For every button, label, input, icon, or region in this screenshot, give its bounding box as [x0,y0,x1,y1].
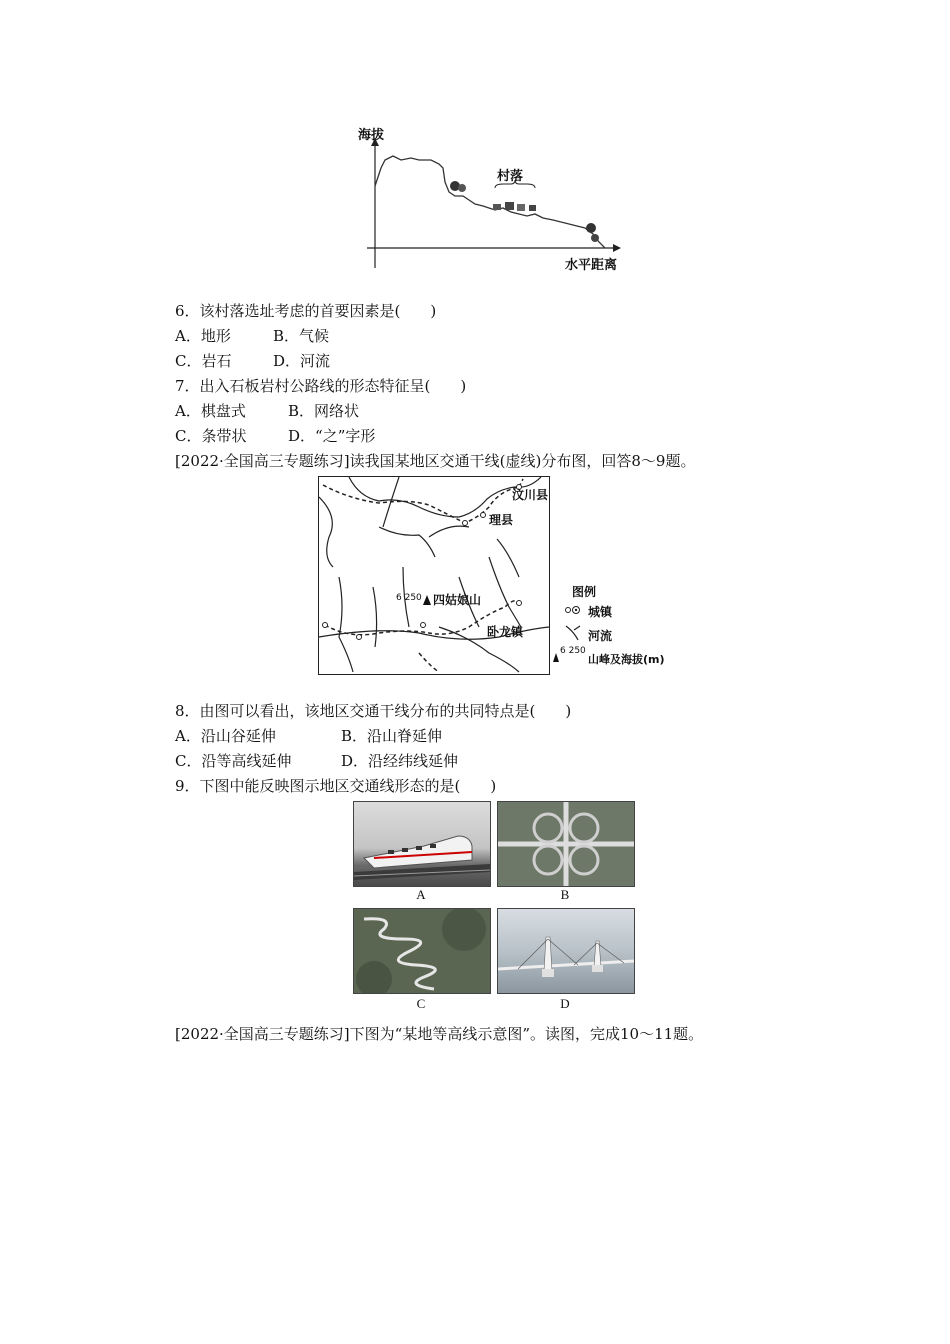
transport-map [318,476,550,675]
option-b[interactable]: B．网络状 [288,402,360,420]
option-d[interactable]: D．沿经纬线延伸 [341,752,459,770]
question-6-options-row1 [175,326,329,346]
peak-value: 6 250 [396,593,422,603]
question-7-options-row1 [175,401,359,421]
intro-10-11: [2022·全国高三专题练习]下图为“某地等高线示意图”。读图，完成10～11题。 [175,1025,704,1043]
town-label-wolong: 卧龙镇 [487,625,524,639]
map-svg [319,477,549,674]
photo-c-zigzag-road[interactable] [353,908,491,994]
option-a[interactable]: A．棋盘式 [175,402,246,420]
bridge-image [498,909,634,993]
question-8-options-row1 [175,726,442,746]
peak-icon [423,595,431,605]
question-8-options-row2 [175,751,458,771]
town-label-wenchuan: 汶川县 [512,488,549,502]
legend-river: 河流 [588,629,613,643]
photo-a-train[interactable] [353,801,491,887]
tree-icon [586,223,599,242]
option-c[interactable]: C．岩石 [175,352,232,370]
option-d[interactable]: D．“之”字形 [288,427,376,445]
river-lines [319,477,549,672]
legend-town: 城镇 [588,605,613,619]
option-b[interactable]: B．气候 [273,327,330,345]
house-icon [493,202,536,211]
option-b[interactable]: B．沿山脊延伸 [341,727,443,745]
train-image [354,802,490,886]
photo-d-bridge[interactable] [497,908,635,994]
zigzag-road-image [354,909,490,993]
photo-a-caption: A [416,887,426,902]
photo-b-interchange[interactable] [497,801,635,887]
town-dot-icon [566,608,571,613]
question-6-options-row2 [175,351,330,371]
transport-lines [323,479,523,672]
question-8-stem: 8．由图可以看出，该地区交通干线分布的共同特点是( ) [175,702,572,720]
option-a[interactable]: A．沿山谷延伸 [175,727,276,745]
question-7-stem: 7．出入石板岩村公路线的形态特征呈( ) [175,377,467,395]
peak-legend-icon [553,653,559,662]
terrain-profile-figure [355,120,635,280]
question-7-options-row2 [175,426,375,446]
option-c[interactable]: C．条带状 [175,427,247,445]
interchange-image [498,802,634,886]
question-6-stem: 6．该村落选址考虑的首要因素是( ) [175,302,437,320]
terrain-line [375,156,605,248]
river-icon [566,626,580,640]
option-d[interactable]: D．河流 [273,352,331,370]
village-label: 村落 [497,169,524,184]
photo-d-caption: D [560,996,570,1011]
photo-b-caption: B [560,887,570,902]
town-label-lixian: 理县 [489,513,514,527]
question-9-stem: 9．下图中能反映图示地区交通线形态的是( ) [175,777,497,795]
legend-title: 图例 [572,585,597,599]
peak-name: 四姑娘山 [433,593,482,607]
tree-icon [450,181,466,192]
legend-peak-value: 6 250 [560,646,586,656]
x-axis-arrow [613,244,621,252]
y-axis-label: 海拔 [358,128,385,143]
photo-c-caption: C [416,996,426,1011]
option-a[interactable]: A．地形 [175,327,231,345]
x-axis-label: 水平距离 [565,258,618,273]
legend-peak: 山峰及海拔(m) [588,653,665,666]
intro-8-9: [2022·全国高三专题练习]读我国某地区交通干线(虚线)分布图，回答8～9题。 [175,452,696,470]
map-legend [552,580,692,670]
town-markers [323,485,522,640]
option-c[interactable]: C．沿等高线延伸 [175,752,292,770]
